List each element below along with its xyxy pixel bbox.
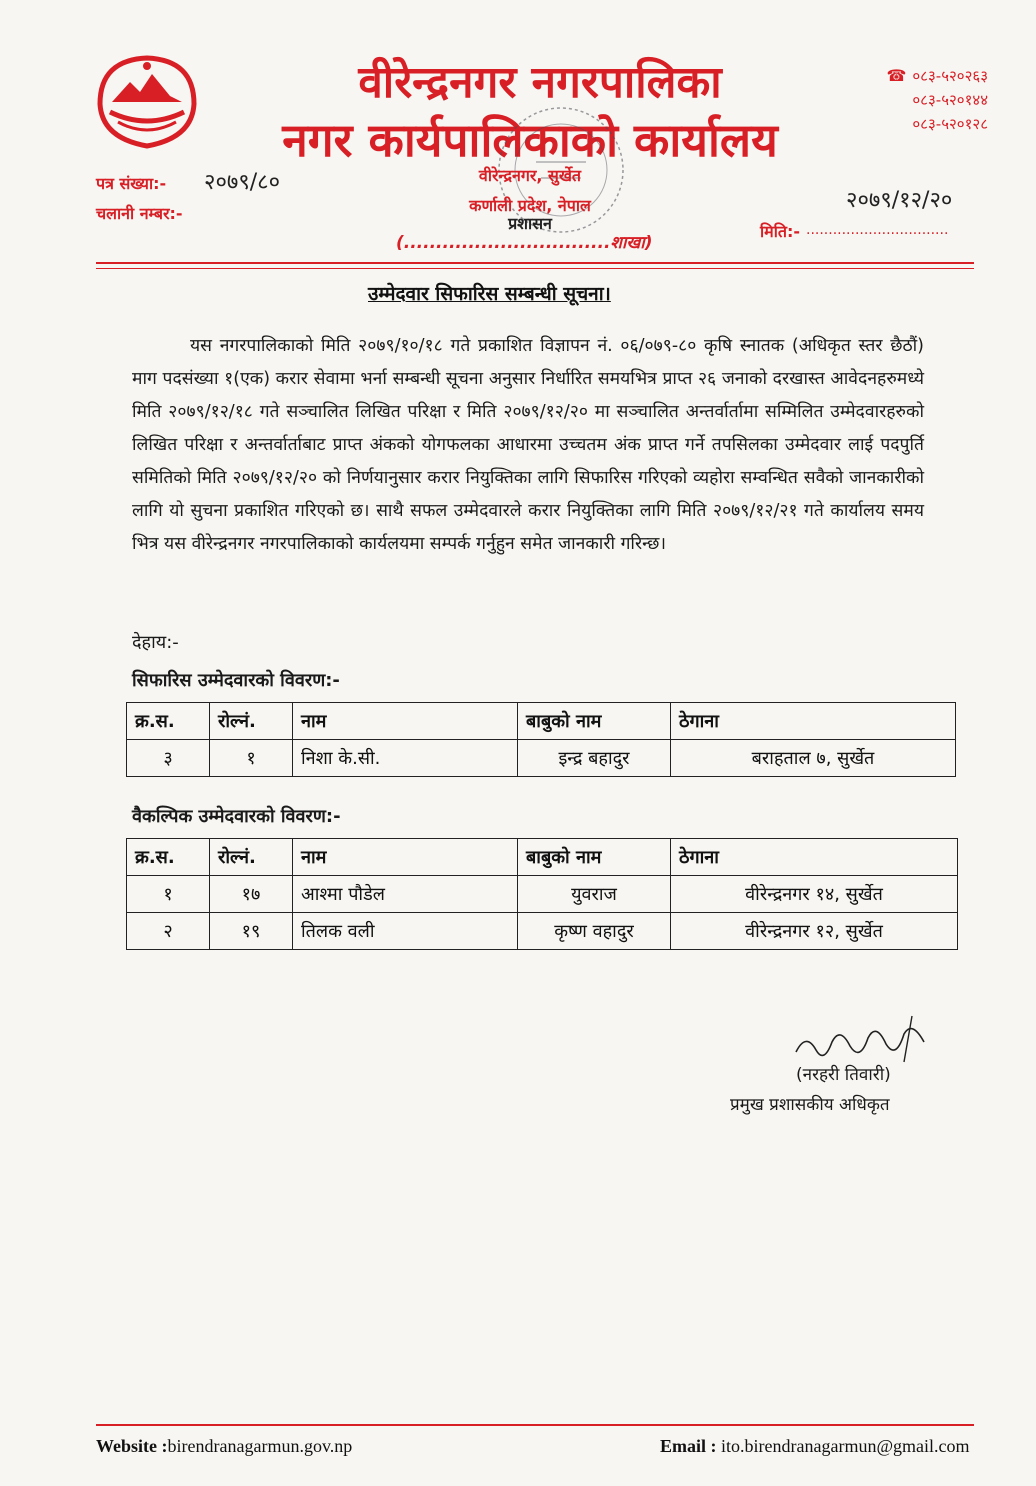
office-name: नगर कार्यपालिकाको कार्यालय	[282, 113, 778, 167]
patra-value: २०७९/८०	[204, 170, 281, 195]
cell-father: कृष्ण वहादुर	[518, 913, 671, 950]
email-link[interactable]: ito.birendranagarmun@gmail.com	[721, 1436, 970, 1456]
phone-list	[848, 64, 988, 136]
patra-label: पत्र संख्या:-	[96, 174, 167, 193]
phone-number: ०८३-५२०१४४	[912, 91, 988, 109]
alternate-table	[126, 838, 958, 950]
cell-name: आश्मा पौडेल	[293, 876, 518, 913]
recommended-heading: सिफारिस उम्मेदवारको विवरण:-	[132, 670, 340, 691]
cell-name: तिलक वली	[293, 913, 518, 950]
phone-number: ०८३-५२०१२८	[912, 115, 988, 133]
header-rule	[96, 262, 974, 264]
branch-line: (................................शाखा)	[396, 233, 653, 253]
cell-address: वीरेन्द्रनगर १४, सुर्खेत	[671, 876, 958, 913]
letter-date: २०७९/१२/२०	[846, 188, 953, 213]
cell-address: वीरेन्द्रनगर १२, सुर्खेत	[671, 913, 958, 950]
municipal-emblem-icon	[92, 52, 202, 152]
cell-roll: १७	[210, 876, 293, 913]
footer-email	[660, 1436, 970, 1457]
header-roll: रोल्नं.	[210, 703, 293, 740]
header-roll: रोल्नं.	[210, 839, 293, 876]
recommended-table	[126, 702, 956, 777]
footer-rule	[96, 1424, 974, 1426]
municipality-name: वीरेन्द्रनगर नगरपालिका	[358, 57, 722, 108]
telephone-icon: ☎	[886, 66, 907, 85]
office-province: कर्णाली प्रदेश, नेपाल	[469, 196, 591, 215]
signatory-name: (नरहरी तिवारी)	[796, 1065, 891, 1085]
cell-address: बराहताल ७, सुर्खेत	[671, 740, 956, 777]
notice-paragraph: यस नगरपालिकाको मिति २०७९/१०/१८ गते प्रकाशित विज्ञापन नं. ०६/०७९-८० कृषि स्नातक (अधिकृत स्तर छैठौं) माग पदसंख्या १(एक) करार सेवामा भर्ना सम्बन्धी सूचना अनुसार निर्धारित समयभित्र प्राप्त २६ जनाको दरखास्त आवेदनहरुमध्ये मिति २०७९/१२/१८ गते सञ्चालित लिखित परिक्षा र मिति २०७९/१२/२० मा सञ्चालित अन्तर्वार्तामा सम्मिलित उम्मेदवारहरुको लिखित परिक्षा र अन्तर्वार्ताबाट प्राप्त अंकको योगफलका आधारमा उच्चतम अंक प्राप्त गर्ने तपसिलका उम्मेदवार लाई पदपुर्ति समितिको मिति २०७९/१२/२० को निर्णयानुसार करार नियुक्तिका लागि सिफारिस गरिएको व्यहोरा सम्वन्धित सवैको जानकारीको लागि यो सुचना प्रकाशित गरिएको छ। साथै सफल उम्मेदवारले करार नियुक्तिका लागि मिति २०७९/१२/२१ गते कार्यालय समय भित्र यस वीरेन्द्रनगर नगरपालिकाको कार्यलयमा सम्पर्क गर्नुहुन समेत जानकारी गरिन्छ।	[132, 336, 924, 554]
table-header-row	[127, 703, 956, 740]
miti-dots: ................................	[806, 222, 949, 238]
header-address: ठेगाना	[671, 839, 958, 876]
cell-sn: २	[127, 913, 210, 950]
website-link[interactable]: birendranagarmun.gov.np	[167, 1436, 353, 1456]
cell-roll: १	[210, 740, 293, 777]
branch-name: प्रशासन	[508, 214, 552, 233]
chalani-label: चलानी नम्बर:-	[96, 204, 183, 223]
cell-roll: १९	[210, 913, 293, 950]
header-name: नाम	[293, 703, 518, 740]
notice-title: उम्मेदवार सिफारिस सम्बन्धी सूचना।	[368, 283, 611, 305]
signatory-title: प्रमुख प्रशासकीय अधिकृत	[730, 1095, 890, 1115]
cell-sn: १	[127, 876, 210, 913]
dehay-label: देहाय:-	[132, 632, 179, 653]
alternate-heading: वैकल्पिक उम्मेदवारको विवरण:-	[132, 806, 341, 827]
header-father: बाबुको नाम	[518, 703, 671, 740]
office-address: वीरेन्द्रनगर, सुर्खेत	[478, 166, 582, 185]
footer-website	[96, 1436, 352, 1457]
header-sn: क्र.स.	[127, 839, 210, 876]
header-rule-thin	[96, 268, 974, 269]
header-name: नाम	[293, 839, 518, 876]
email-label: Email :	[660, 1436, 721, 1456]
table-header-row	[127, 839, 958, 876]
header-sn: क्र.स.	[127, 703, 210, 740]
header-father: बाबुको नाम	[518, 839, 671, 876]
miti-label: मिति:-	[760, 222, 801, 241]
cell-father: युवराज	[518, 876, 671, 913]
phone-number: ☎ ०८३-५२०२६३	[886, 66, 988, 85]
cell-name: निशा के.सी.	[293, 740, 518, 777]
notice-body	[132, 330, 924, 561]
cell-father: इन्द्र बहादुर	[518, 740, 671, 777]
cell-sn: ३	[127, 740, 210, 777]
website-label: Website :	[96, 1436, 168, 1456]
table-row	[127, 913, 958, 950]
header-address: ठेगाना	[671, 703, 956, 740]
table-row	[127, 876, 958, 913]
table-row	[127, 740, 956, 777]
